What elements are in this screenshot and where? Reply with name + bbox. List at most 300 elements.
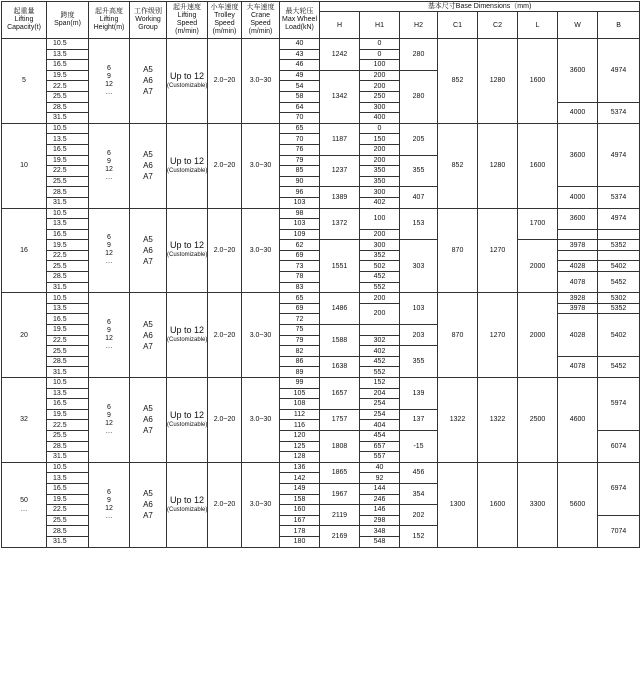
group-value: A7 xyxy=(143,172,153,182)
capacity-cell xyxy=(2,208,47,293)
header-group-lines xyxy=(130,8,166,32)
height-value: 9 xyxy=(107,72,111,80)
dim-h1-cell: 200 xyxy=(360,303,400,324)
span-cell: 22.5 xyxy=(47,81,89,92)
table-row xyxy=(2,462,640,473)
dim-w-cell: 4000 xyxy=(558,187,598,208)
dim-h1-cell: 200 xyxy=(360,229,400,240)
header-line: Lifting xyxy=(14,16,34,23)
capacity-value: 10 xyxy=(20,162,28,170)
dim-b-cell: 4974 xyxy=(598,39,640,103)
table-row xyxy=(2,378,640,389)
max-wheel-load-cell: 76 xyxy=(280,144,320,155)
dim-h1-cell: 0 xyxy=(360,123,400,134)
dim-l-cell: 1600 xyxy=(518,123,558,208)
trolley-speed-cell: 2.0~20 xyxy=(208,123,242,208)
max-wheel-load-cell: 64 xyxy=(280,102,320,113)
span-cell: 25.5 xyxy=(47,430,89,441)
trolley-speed-cell: 2.0~20 xyxy=(208,208,242,293)
height-value: 6 xyxy=(107,149,111,157)
span-cell: 28.5 xyxy=(47,356,89,367)
dim-h2-cell: 355 xyxy=(400,346,438,378)
dim-h1-cell: 452 xyxy=(360,356,400,367)
max-wheel-load-cell: 90 xyxy=(280,176,320,187)
dim-h1-cell: 552 xyxy=(360,282,400,293)
span-cell: 28.5 xyxy=(47,272,89,283)
group-value: A5 xyxy=(143,65,153,75)
height-value: … xyxy=(105,512,113,520)
dim-h-cell: 1967 xyxy=(320,483,360,504)
lifting-speed-note: (Customizable) xyxy=(167,167,208,174)
height-value: 12 xyxy=(105,80,113,88)
header-line: 跨度 xyxy=(60,12,75,19)
trolley-speed-cell: 2.0~20 xyxy=(208,378,242,463)
header-line: Load(kN) xyxy=(285,24,314,31)
max-wheel-load-cell: 125 xyxy=(280,441,320,452)
dim-w-cell: 3978 xyxy=(558,303,598,314)
dim-b-cell: 5402 xyxy=(598,261,640,272)
group-value: A6 xyxy=(143,245,153,255)
dim-h2-cell: 354 xyxy=(400,483,438,504)
span-cell: 10.5 xyxy=(47,378,89,389)
span-cell: 19.5 xyxy=(47,494,89,505)
dim-h-cell: 1865 xyxy=(320,462,360,483)
dim-w-cell: 4028 xyxy=(558,314,598,356)
height-value: … xyxy=(105,88,113,96)
dim-h-cell: 1389 xyxy=(320,187,360,208)
trolley-speed-cell: 2.0~20 xyxy=(208,462,242,547)
max-wheel-load-cell: 75 xyxy=(280,325,320,336)
height-value: 12 xyxy=(105,335,113,343)
span-cell: 16.5 xyxy=(47,399,89,410)
header-crane-speed xyxy=(242,2,280,39)
dim-c2-cell: 1270 xyxy=(478,293,518,378)
dim-h1-cell: 92 xyxy=(360,473,400,484)
height-value: 9 xyxy=(107,157,111,165)
capacity-cell xyxy=(2,293,47,378)
dim-h2-cell: 280 xyxy=(400,70,438,123)
max-wheel-load-cell: 142 xyxy=(280,473,320,484)
dim-h2-cell: 203 xyxy=(400,325,438,346)
max-wheel-load-cell: 158 xyxy=(280,494,320,505)
lifting-speed-note: (Customizable) xyxy=(167,252,208,259)
group-value: A7 xyxy=(143,341,153,351)
lifting-speed-note: (Customizable) xyxy=(167,506,208,513)
lifting-speed-note: (Customizable) xyxy=(167,82,208,89)
dim-c2-cell: 1270 xyxy=(478,208,518,293)
header-col-h: H xyxy=(320,12,360,39)
height-value: 6 xyxy=(107,319,111,327)
dim-b-cell: 5402 xyxy=(598,314,640,356)
span-cell: 10.5 xyxy=(47,293,89,304)
dim-h-cell: 1242 xyxy=(320,39,360,71)
span-cell: 28.5 xyxy=(47,102,89,113)
dim-c2-cell: 1322 xyxy=(478,378,518,463)
header-span-lines xyxy=(47,12,88,28)
dim-h1-cell: 152 xyxy=(360,378,400,389)
span-cell: 22.5 xyxy=(47,505,89,516)
header-line: Working xyxy=(135,16,161,23)
span-cell: 25.5 xyxy=(47,346,89,357)
max-wheel-load-cell: 103 xyxy=(280,219,320,230)
dim-b-cell: 5974 xyxy=(598,378,640,431)
dim-h1-cell: 100 xyxy=(360,60,400,71)
capacity-value: 20 xyxy=(20,331,28,339)
header-line: Crane xyxy=(250,12,271,19)
dim-h1-cell: 552 xyxy=(360,367,400,378)
lifting-speed-note: (Customizable) xyxy=(167,337,208,344)
dim-h2-cell: 103 xyxy=(400,293,438,325)
dim-l-cell: 2000 xyxy=(518,240,558,293)
lifting-speed-value: Up to 12 xyxy=(169,70,205,81)
header-col-h1: H1 xyxy=(360,12,400,39)
span-cell: 25.5 xyxy=(47,261,89,272)
dim-h2-cell: 205 xyxy=(400,123,438,155)
header-lifting-speed xyxy=(167,2,208,39)
span-cell: 10.5 xyxy=(47,208,89,219)
max-wheel-load-cell: 128 xyxy=(280,452,320,463)
span-cell: 28.5 xyxy=(47,526,89,537)
dim-h-cell: 1342 xyxy=(320,70,360,123)
dim-l-cell: 1600 xyxy=(518,39,558,124)
span-cell: 22.5 xyxy=(47,335,89,346)
capacity-value: 5 xyxy=(22,77,26,85)
span-cell: 31.5 xyxy=(47,452,89,463)
span-cell: 10.5 xyxy=(47,39,89,50)
span-cell: 25.5 xyxy=(47,176,89,187)
dim-h1-cell: 452 xyxy=(360,272,400,283)
height-value: … xyxy=(105,258,113,266)
span-cell: 16.5 xyxy=(47,144,89,155)
lifting-speed-cell xyxy=(167,462,208,547)
lifting-speed-cell xyxy=(167,378,208,463)
lifting-speed-value: Up to 12 xyxy=(169,155,205,166)
header-col-c1: C1 xyxy=(438,12,478,39)
table-row xyxy=(2,39,640,50)
dim-h1-cell: 402 xyxy=(360,346,400,357)
working-group-cell xyxy=(130,293,167,378)
header-line: 起升高度 xyxy=(95,8,123,15)
dim-h-cell: 2169 xyxy=(320,526,360,547)
max-wheel-load-cell: 72 xyxy=(280,314,320,325)
max-wheel-load-cell: 96 xyxy=(280,187,320,198)
max-wheel-load-cell: 73 xyxy=(280,261,320,272)
dim-w-cell: 4078 xyxy=(558,356,598,377)
dim-h-cell: 1551 xyxy=(320,240,360,293)
dim-h-cell: 1638 xyxy=(320,356,360,377)
max-wheel-load-cell: 49 xyxy=(280,70,320,81)
span-cell: 19.5 xyxy=(47,409,89,420)
dim-b-cell: 7074 xyxy=(598,515,640,547)
dim-c2-cell: 1280 xyxy=(478,39,518,124)
dim-h-cell: 1588 xyxy=(320,325,360,357)
dim-h1-cell: 40 xyxy=(360,462,400,473)
dim-w-cell: 4028 xyxy=(558,261,598,272)
dim-w-cell: 3928 xyxy=(558,293,598,304)
span-cell: 31.5 xyxy=(47,113,89,124)
dim-h1-cell: 402 xyxy=(360,197,400,208)
working-group-cell xyxy=(130,123,167,208)
dim-w-cell: 5600 xyxy=(558,462,598,547)
max-wheel-load-cell: 112 xyxy=(280,409,320,420)
max-wheel-load-cell: 69 xyxy=(280,250,320,261)
crane-speed-cell: 3.0~30 xyxy=(242,208,280,293)
span-cell: 31.5 xyxy=(47,197,89,208)
dim-w-cell: 3600 xyxy=(558,123,598,187)
group-value: A7 xyxy=(143,511,153,521)
height-value: 12 xyxy=(105,250,113,258)
span-cell: 31.5 xyxy=(47,282,89,293)
header-line: Group xyxy=(138,24,158,31)
dim-h2-cell: 407 xyxy=(400,187,438,208)
group-value: A5 xyxy=(143,319,153,329)
dim-l-cell: 2500 xyxy=(518,378,558,463)
dim-h1-cell xyxy=(360,325,400,336)
dim-h1-cell: 144 xyxy=(360,483,400,494)
header-working-group xyxy=(130,2,167,39)
dim-h1-cell: 254 xyxy=(360,399,400,410)
group-value: A7 xyxy=(143,87,153,97)
dim-h1-cell: 657 xyxy=(360,441,400,452)
working-group-cell xyxy=(130,208,167,293)
dim-h1-cell: 454 xyxy=(360,430,400,441)
dim-h-cell: 1657 xyxy=(320,378,360,410)
header-lifting-height xyxy=(89,2,130,39)
max-wheel-load-cell: 40 xyxy=(280,39,320,50)
dim-b-cell: 5352 xyxy=(598,240,640,251)
span-cell: 13.5 xyxy=(47,134,89,145)
max-wheel-load-cell: 69 xyxy=(280,303,320,314)
span-cell: 13.5 xyxy=(47,388,89,399)
header-line: Speed xyxy=(176,20,198,27)
header-load-lines xyxy=(280,8,319,32)
capacity-value: 50 xyxy=(20,496,28,504)
lifting-speed-cell xyxy=(167,208,208,293)
header-line: Speed xyxy=(214,20,235,27)
span-cell: 16.5 xyxy=(47,314,89,325)
capacity-cell xyxy=(2,123,47,208)
group-value: A5 xyxy=(143,234,153,244)
header-line: Capacity(t) xyxy=(7,24,41,31)
crane-speed-cell: 3.0~30 xyxy=(242,378,280,463)
table-row xyxy=(2,123,640,134)
header-height-lines xyxy=(89,8,129,32)
header-col-w: W xyxy=(558,12,598,39)
dim-h1-cell: 250 xyxy=(360,91,400,102)
dim-h1-cell: 0 xyxy=(360,49,400,60)
dim-h1-cell: 0 xyxy=(360,39,400,50)
dim-h2-cell: -15 xyxy=(400,430,438,462)
dim-h-cell: 1486 xyxy=(320,293,360,325)
max-wheel-load-cell: 79 xyxy=(280,155,320,166)
lifting-speed-value: Up to 12 xyxy=(169,409,205,420)
dim-h1-cell: 300 xyxy=(360,187,400,198)
dim-w-cell: 3600 xyxy=(558,39,598,103)
max-wheel-load-cell: 85 xyxy=(280,166,320,177)
lifting-speed-value: Up to 12 xyxy=(169,325,205,336)
max-wheel-load-cell: 65 xyxy=(280,123,320,134)
span-cell: 19.5 xyxy=(47,70,89,81)
span-cell: 16.5 xyxy=(47,229,89,240)
dim-h-cell: 1237 xyxy=(320,155,360,187)
height-value: 6 xyxy=(107,64,111,72)
working-group-cell xyxy=(130,378,167,463)
dim-h1-cell: 298 xyxy=(360,515,400,526)
dim-h1-cell: 254 xyxy=(360,409,400,420)
dim-b-cell xyxy=(598,229,640,240)
span-cell: 22.5 xyxy=(47,420,89,431)
lifting-speed-value: Up to 12 xyxy=(169,494,205,505)
dim-b-cell xyxy=(598,250,640,261)
max-wheel-load-cell: 78 xyxy=(280,272,320,283)
max-wheel-load-cell: 70 xyxy=(280,113,320,124)
lifting-height-cell xyxy=(89,293,130,378)
lifting-height-cell xyxy=(89,462,130,547)
header-col-b: B xyxy=(598,12,640,39)
span-cell: 31.5 xyxy=(47,536,89,547)
max-wheel-load-cell: 167 xyxy=(280,515,320,526)
dim-c2-cell: 1600 xyxy=(478,462,518,547)
header-line: 起升速度 xyxy=(173,4,201,11)
group-value: A5 xyxy=(143,150,153,160)
height-value: 6 xyxy=(107,234,111,242)
span-cell: 13.5 xyxy=(47,473,89,484)
dim-w-cell xyxy=(558,250,598,261)
dim-b-cell: 4974 xyxy=(598,208,640,229)
dim-h1-cell: 350 xyxy=(360,176,400,187)
max-wheel-load-cell: 98 xyxy=(280,208,320,219)
height-value: … xyxy=(105,427,113,435)
max-wheel-load-cell: 160 xyxy=(280,505,320,516)
span-cell: 22.5 xyxy=(47,250,89,261)
header-line: Trolley xyxy=(214,12,235,19)
height-value: 9 xyxy=(107,411,111,419)
dim-b-cell: 6974 xyxy=(598,462,640,515)
span-cell: 25.5 xyxy=(47,91,89,102)
table-body xyxy=(2,39,640,548)
header-line: Height(m) xyxy=(93,24,125,31)
dim-h1-cell: 352 xyxy=(360,250,400,261)
header-capacity xyxy=(2,2,47,39)
group-value: A7 xyxy=(143,256,153,266)
header-col-l: L xyxy=(518,12,558,39)
span-cell: 13.5 xyxy=(47,219,89,230)
working-group-cell xyxy=(130,462,167,547)
lifting-height-cell xyxy=(89,208,130,293)
max-wheel-load-cell: 109 xyxy=(280,229,320,240)
max-wheel-load-cell: 54 xyxy=(280,81,320,92)
lifting-height-cell xyxy=(89,39,130,124)
dim-l-cell: 1700 xyxy=(518,208,558,240)
dim-c1-cell: 852 xyxy=(438,39,478,124)
dim-h1-cell: 404 xyxy=(360,420,400,431)
span-cell: 19.5 xyxy=(47,325,89,336)
max-wheel-load-cell: 105 xyxy=(280,388,320,399)
header-lspeed-lines xyxy=(167,4,207,36)
dim-c1-cell: 870 xyxy=(438,208,478,293)
lifting-speed-cell xyxy=(167,293,208,378)
span-cell: 31.5 xyxy=(47,367,89,378)
header-max-wheel-load xyxy=(280,2,320,39)
dim-w-cell: 3600 xyxy=(558,208,598,229)
lifting-speed-note: (Customizable) xyxy=(167,421,208,428)
dim-h1-cell: 100 xyxy=(360,208,400,229)
group-value: A6 xyxy=(143,415,153,425)
dim-w-cell: 4078 xyxy=(558,272,598,293)
header-capacity-lines xyxy=(2,8,46,32)
dim-h-cell: 1757 xyxy=(320,409,360,430)
dim-b-cell: 5452 xyxy=(598,272,640,293)
dim-w-cell: 3978 xyxy=(558,240,598,251)
group-value: A5 xyxy=(143,489,153,499)
max-wheel-load-cell: 120 xyxy=(280,430,320,441)
dim-h1-cell: 348 xyxy=(360,526,400,537)
capacity-cell xyxy=(2,378,47,463)
dim-h2-cell: 303 xyxy=(400,240,438,293)
group-value: A6 xyxy=(143,500,153,510)
dim-h2-cell: 152 xyxy=(400,526,438,547)
crane-speed-cell: 3.0~30 xyxy=(242,123,280,208)
dim-w-cell: 4600 xyxy=(558,378,598,463)
dim-h1-cell: 200 xyxy=(360,70,400,81)
max-wheel-load-cell: 89 xyxy=(280,367,320,378)
table-row xyxy=(2,208,640,219)
crane-speed-cell: 3.0~30 xyxy=(242,39,280,124)
dim-h1-cell: 200 xyxy=(360,144,400,155)
dim-h-cell: 1372 xyxy=(320,208,360,240)
span-cell: 28.5 xyxy=(47,441,89,452)
max-wheel-load-cell: 149 xyxy=(280,483,320,494)
lifting-speed-cell xyxy=(167,39,208,124)
dim-h2-cell: 456 xyxy=(400,462,438,483)
lifting-speed-cell xyxy=(167,123,208,208)
dim-h-cell: 1187 xyxy=(320,123,360,155)
dim-c2-cell: 1280 xyxy=(478,123,518,208)
height-value: 9 xyxy=(107,496,111,504)
group-value: A5 xyxy=(143,404,153,414)
dim-h1-cell: 300 xyxy=(360,102,400,113)
max-wheel-load-cell: 43 xyxy=(280,49,320,60)
dim-h2-cell: 202 xyxy=(400,505,438,526)
max-wheel-load-cell: 180 xyxy=(280,536,320,547)
dim-h-cell: 2119 xyxy=(320,505,360,526)
group-value: A6 xyxy=(143,330,153,340)
header-span xyxy=(47,2,89,39)
span-cell: 19.5 xyxy=(47,155,89,166)
header-line: 起重量 xyxy=(13,8,35,15)
capacity-value: … xyxy=(20,505,28,513)
dim-c1-cell: 852 xyxy=(438,123,478,208)
span-cell: 16.5 xyxy=(47,483,89,494)
dim-h1-cell: 302 xyxy=(360,335,400,346)
max-wheel-load-cell: 79 xyxy=(280,335,320,346)
working-group-cell xyxy=(130,39,167,124)
header-line: Max Wheel xyxy=(281,16,317,23)
header-line: Lifting xyxy=(177,12,197,19)
max-wheel-load-cell: 136 xyxy=(280,462,320,473)
header-line: Lifting xyxy=(99,16,119,23)
dim-h1-cell: 204 xyxy=(360,388,400,399)
height-value: 6 xyxy=(107,403,111,411)
capacity-value: 32 xyxy=(20,416,28,424)
span-cell: 13.5 xyxy=(47,49,89,60)
dim-h2-cell: 280 xyxy=(400,39,438,71)
max-wheel-load-cell: 65 xyxy=(280,293,320,304)
header-col-h2: H2 xyxy=(400,12,438,39)
height-value: 12 xyxy=(105,419,113,427)
header-line: Span(m) xyxy=(54,20,81,27)
capacity-cell xyxy=(2,39,47,124)
